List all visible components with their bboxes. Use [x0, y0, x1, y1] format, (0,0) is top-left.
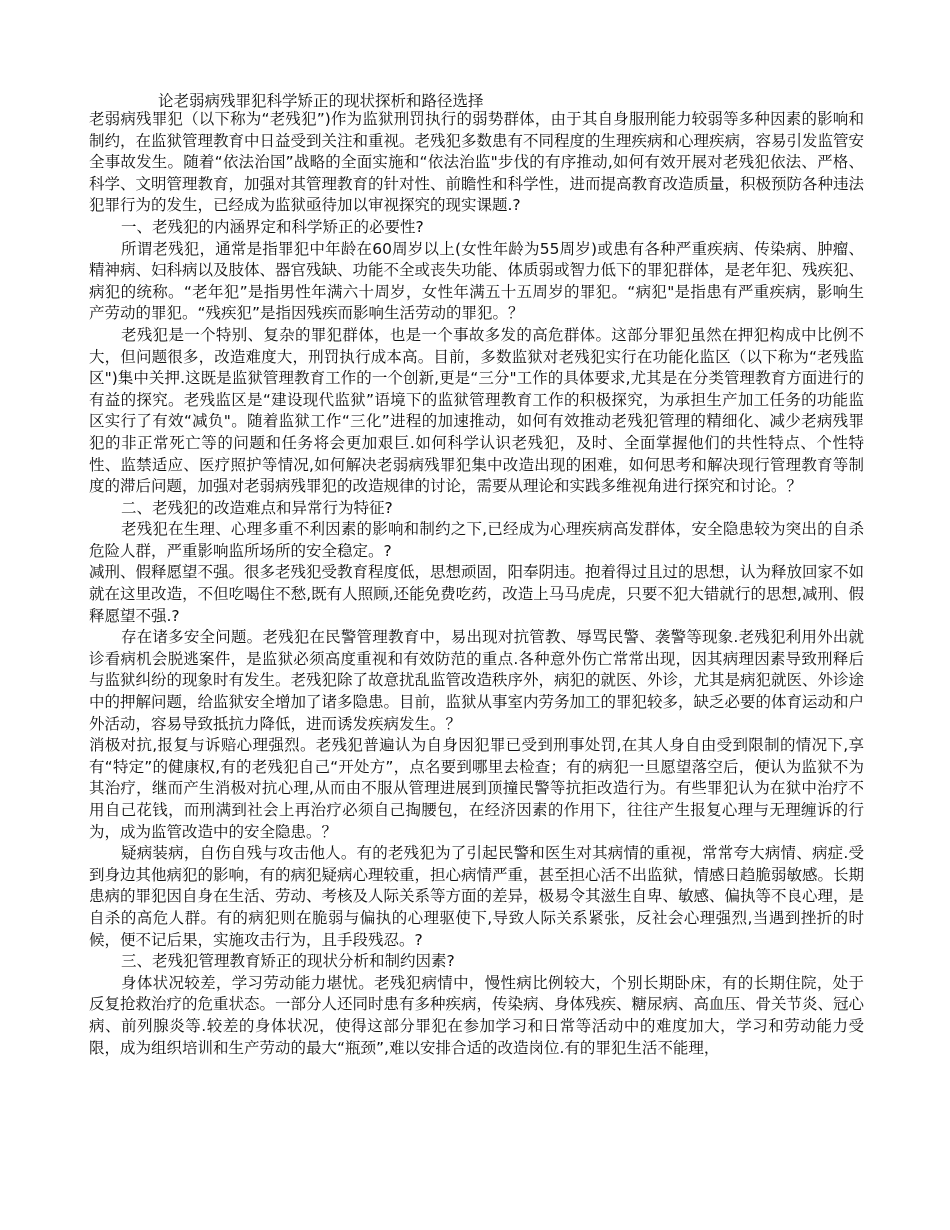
paragraph: 老残犯在生理、心理多重不利因素的影响和制约之下,已经成为心理疾病高发群体，安全隐患较为突出的自杀危险人群，严重影响监所场所的安全稳定。? [89, 520, 864, 560]
document-title: 论老弱病残罪犯科学矫正的现状探析和路径选择 [158, 92, 484, 110]
paragraph: 消极对抗,报复与诉赔心理强烈。老残犯普遍认为自身因犯罪已受到刑事处罚,在其人身自由受到限制的情况下,享有“特定”的健康权,有的老残犯自己“开处方”，点名要到哪里去检查；有的病犯一旦愿望落空后，便认为监狱不为其治疗，继而产生消极对抗心理,从而由不服从管理进展到顶撞民警等抗拒改造行为。有些罪犯认为在狱中治疗不用自己花钱，而刑满到社会上再治疗必须自己掏腰包，在经济因素的作用下，往往产生报复心理与无理缠诉的行为，成为监管改造中的安全隐患。？ [89, 736, 864, 841]
paragraph: 一、老残犯的内涵界定和科学矫正的必要性? [121, 217, 424, 236]
paragraph: 三、老残犯管理教育矫正的现状分析和制约因素? [121, 952, 455, 971]
paragraph: 所谓老残犯，通常是指罪犯中年龄在60周岁以上(女性年龄为55周岁)或患有各种严重疾病、传染病、肿瘤、精神病、妇科病以及肢体、器官残缺、功能不全或丧失功能、体质弱或智力低下的罪犯群体，是老年犯、残疾犯、病犯的统称。“老年犯”是指男性年满六十周岁，女性年满五十五周岁的罪犯。“病犯"是指患有严重疾病，影响生产劳动的罪犯。“残疾犯”是指因残疾而影响生活劳动的罪犯。？ [89, 239, 865, 323]
paragraph: 减刑、假释愿望不强。很多老残犯受教育程度低，思想顽固，阳奉阴违。抱着得过且过的思想，认为释放回家不如就在这里改造，不但吃喝住不愁,既有人照顾,还能免费吃药，改造上马马虎虎，只要不犯大错就行的思想,减刑、假释愿望不强.? [89, 563, 865, 625]
document-body [89, 109, 864, 1059]
paragraph: 二、老残犯的改造难点和异常行为特征? [121, 498, 393, 517]
paragraph: 身体状况较差，学习劳动能力堪忧。老残犯病情中，慢性病比例较大，个别长期卧床，有的长期住院，处于反复抢救治疗的危重状态。一部分人还同时患有多种疾病，传染病、身体残疾、糖尿病、高血压、骨关节炎、冠心病、前列腺炎等.较差的身体状况，使得这部分罪犯在参加学习和日常等活动中的难度加大，学习和劳动能力受限，成为组织培训和生产劳动的最大“瓶颈”,难以安排合适的改造岗位.有的罪犯生活不能理， [89, 973, 865, 1057]
paragraph: 存在诸多安全问题。老残犯在民警管理教育中，易出现对抗管教、辱骂民警、袭警等现象.老残犯利用外出就诊看病机会脱逃案件，是监狱必须高度重视和有效防范的重点.各种意外伤亡常常出现，因其病理因素导致刑释后与监狱纠纷的现象时有发生。老残犯除了故意扰乱监管改造秩序外，病犯的就医、外诊，尤其是病犯就医、外诊途中的押解问题，给监狱安全增加了诸多隐患。目前，监狱从事室内劳务加工的罪犯较多，缺乏必要的体育运动和户外活动，容易导致抵抗力降低，进而诱发疾病发生。？ [89, 628, 865, 733]
paragraph: 老残犯是一个特别、复杂的罪犯群体，也是一个事故多发的高危群体。这部分罪犯虽然在押犯构成中比例不大，但问题很多，改造难度大，刑罚执行成本高。目前，多数监狱对老残犯实行在功能化监区（以下称为“老残监区")集中关押.这既是监狱管理教育工作的一个创新,更是“三分"工作的具体要求,尤其是在分类管理教育方面进行的有益的探究。老残监区是“建设现代监狱”语境下的监狱管理教育工作的积极探究，为承担生产加工任务的功能监区实行了有效“减负"。随着监狱工作“三化”进程的加速推动，如何有效推动老残犯管理的精细化、减少老病残罪犯的非正常死亡等的问题和任务将会更加艰巨.如何科学认识老残犯，及时、全面掌握他们的共性特点、个性特性、监禁适应、医疗照护等情况,如何解决老弱病残罪犯集中改造出现的困难，如何思考和解决现行管理教育等制度的滞后问题，加强对老弱病残罪犯的改造规律的讨论，需要从理论和实践多维视角进行探究和讨论。？ [89, 325, 864, 496]
paragraph: 疑病装病，自伤自残与攻击他人。有的老残犯为了引起民警和医生对其病情的重视，常常夸大病情、病症.受到身边其他病犯的影响，有的病犯疑病心理较重，担心病情严重，甚至担心活不出监狱，情感日趋脆弱敏感。长期患病的罪犯因自身在生活、劳动、考核及人际关系等方面的差异，极易令其滋生自卑、敏感、偏执等不良心理，是自杀的高危人群。有的病犯则在脆弱与偏执的心理驱使下,导致人际关系紧张，反社会心理强烈,当遇到挫折的时候，便不记后果，实施攻击行为，且手段残忍。? [89, 844, 865, 949]
paragraph: 老弱病残罪犯（以下称为“老残犯”)作为监狱刑罚执行的弱势群体，由于其自身服刑能力较弱等多种因素的影响和制约，在监狱管理教育中日益受到关注和重视。老残犯多数患有不同程度的生理疾病和心理疾病，容易引发监管安全事故发生。随着“依法治国”战略的全面实施和“依法治监"步伐的有序推动,如何有效开展对老残犯依法、严格、科学、文明管理教育，加强对其管理教育的针对性、前瞻性和科学性，进而提高教育改造质量，积极预防各种违法犯罪行为的发生，已经成为监狱亟待加以审视探究的现实课题.? [89, 110, 865, 215]
